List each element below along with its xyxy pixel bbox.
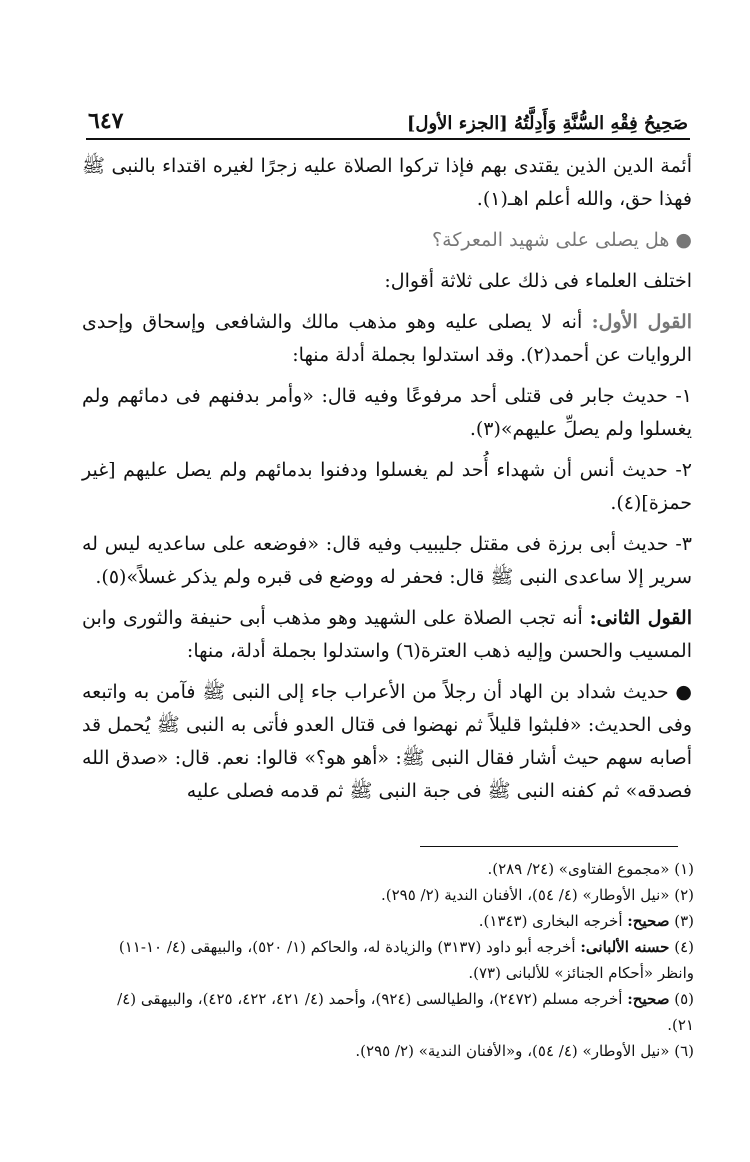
first-opinion	[82, 306, 692, 372]
paragraph-3: اختلف العلماء فى ذلك على ثلاثة أقوال:	[384, 270, 692, 292]
page-number: ٦٤٧	[88, 108, 124, 134]
second-opinion	[82, 602, 692, 668]
footnote-number: (٢)	[674, 886, 694, 904]
footnote-number: (٤)	[674, 938, 694, 956]
footnote-item	[88, 856, 694, 882]
first-opinion-label: القول الأول:	[591, 311, 692, 333]
main-text	[82, 150, 692, 816]
evidence-4: ● حديث شداد بن الهاد أن رجلاً من الأعراب جاء إلى النبى ﷺ فآمن به واتبعه وفى الحديث: «فلبثوا قليلاً ثم نهضوا فى قتال العدو فأتى به النبى ﷺ يُحمل قد أصابه سهم حيث أشار فقال النبى ﷺ: «أهو هو؟» قالوا: نعم. قال: «صدق الله فصدقه» ثم كفنه النبى ﷺ فى جبة النبى ﷺ ثم قدمه فصلى عليه	[82, 681, 692, 802]
footnote-text: أخرجه أبو داود (٣١٣٧) والزيادة له، والحاكم (١/ ٥٢٠)، والبيهقى (٤/ ١٠-١١) وانظر «أحكام الجنائز» للألبانى (٧٣).	[118, 938, 694, 982]
footnote-text: «نيل الأوطار» (٤/ ٥٤)، الأفنان الندية (٢/ ٢٩٥).	[380, 886, 670, 904]
footnote-item	[88, 1038, 694, 1064]
footnote-text: أخرجه البخارى (١٣٤٣).	[478, 912, 623, 930]
footnote-number: (٥)	[674, 990, 694, 1008]
footnote-number: (٣)	[674, 912, 694, 930]
second-opinion-label: القول الثانى:	[589, 607, 692, 629]
footnote-number: (١)	[674, 860, 694, 878]
evidence-2: ٢- حديث أنس أن شهداء أُحد لم يغسلوا ودفنوا بدمائهم ولم يصل عليهم [غير حمزة](٤).	[82, 459, 692, 514]
paragraph-1: أئمة الدين الذين يقتدى بهم فإذا تركوا الصلاة عليه زجرًا لغيره اقتداء بالنبى ﷺ فهذا حق، والله أعلم اهـ(١).	[82, 155, 692, 210]
footnote-label: صحيح:	[627, 912, 670, 930]
footnote-item	[88, 934, 694, 986]
footnote-item	[88, 986, 694, 1038]
evidence-1: ١- حديث جابر فى قتلى أحد مرفوعًا وفيه قال: «وأمر بدفنهم فى دمائهم ولم يغسلوا ولم يصلِّ عليهم»(٣).	[82, 385, 692, 440]
second-opinion-text: أنه تجب الصلاة على الشهيد وهو مذهب أبى حنيفة والثورى وابن المسيب والحسن وإليه ذهب العترة(٦) واستدلوا بجملة أدلة، منها:	[82, 607, 692, 662]
footnote-text: «مجموع الفتاوى» (٢٤/ ٢٨٩).	[487, 860, 670, 878]
footnote-item	[88, 882, 694, 908]
running-header	[88, 104, 688, 134]
footnote-label: صحيح:	[627, 990, 670, 1008]
footnote-text: «نيل الأوطار» (٤/ ٥٤)، و«الأفنان الندية» (٢/ ٢٩٥).	[355, 1042, 670, 1060]
footnotes	[88, 856, 694, 1064]
footnote-number: (٦)	[674, 1042, 694, 1060]
footnote-text: أخرجه مسلم (٢٤٧٢)، والطيالسى (٩٢٤)، وأحمد (٤/ ٤٢١، ٤٢٢، ٤٢٥)، والبيهقى (٤/ ٢١).	[117, 990, 694, 1034]
header-rule	[86, 138, 690, 140]
first-opinion-text: أنه لا يصلى عليه وهو مذهب مالك والشافعى وإسحاق وإحدى الروايات عن أحمد(٢). وقد استدلوا بجملة أدلة منها:	[82, 311, 692, 366]
book-title: صَحِيحُ فِقْهِ السُّنَّةِ وَأَدِلَّتُهُ [الجزء الأول]	[406, 113, 688, 134]
footnote-label: حسنه الألبانى:	[580, 938, 670, 956]
footnote-rule	[420, 846, 678, 847]
evidence-3: ٣- حديث أبى برزة فى مقتل جليبيب وفيه قال: «فوضعه على ساعديه ليس له سرير إلا ساعدى النبى ﷺ قال: فحفر له ووضع فى قبره ولم يذكر غسلاً»(٥).	[82, 533, 692, 588]
footnote-item	[88, 908, 694, 934]
section-heading: ● هل يصلى على شهيد المعركة؟	[432, 229, 692, 251]
